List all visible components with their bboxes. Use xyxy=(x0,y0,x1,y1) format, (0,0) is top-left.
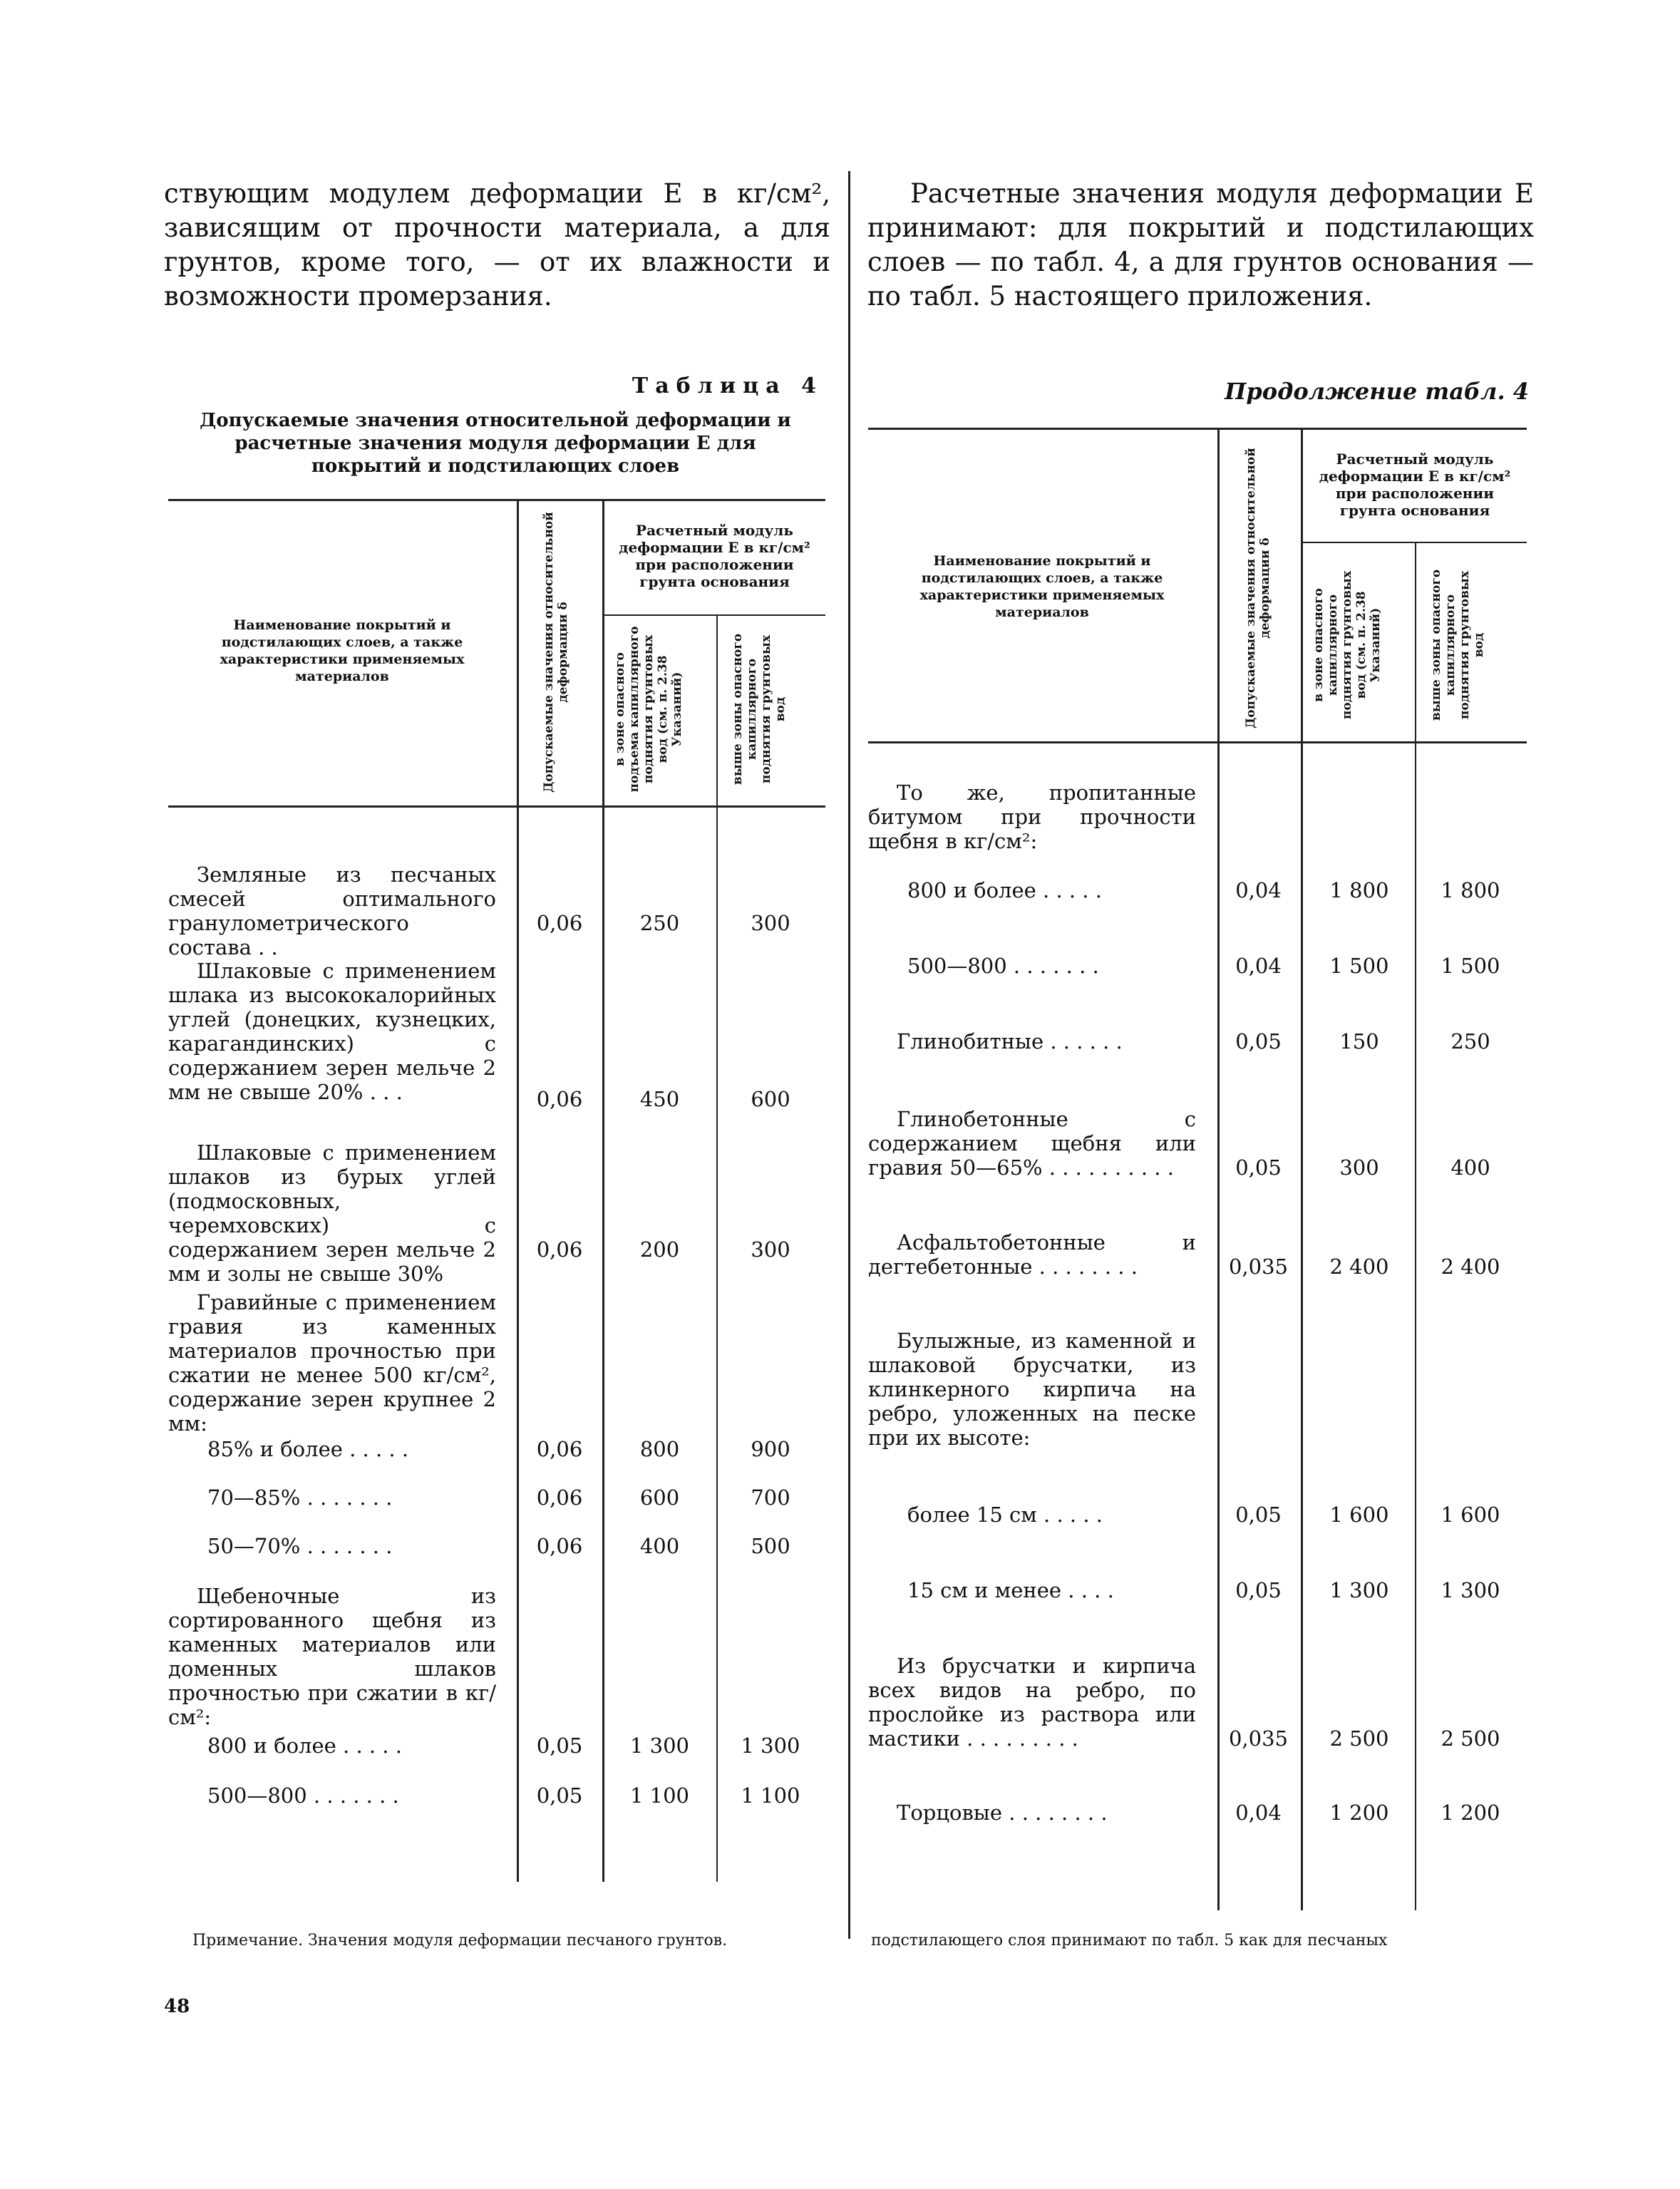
row-e1: 1 600 xyxy=(1329,1503,1389,1527)
row-e1: 600 xyxy=(639,1485,680,1510)
footnote-left: Примечание. Значения модуля деформации песчаного грунтов. xyxy=(192,1932,728,1950)
row-e2: 250 xyxy=(1450,1029,1490,1054)
row-deform: 0,06 xyxy=(536,1087,583,1111)
row-e2: 1 600 xyxy=(1441,1503,1500,1527)
row-e2: 2 500 xyxy=(1441,1726,1500,1751)
table-left-top-rule xyxy=(168,499,825,501)
row-deform: 0,06 xyxy=(536,911,583,935)
row-deform: 0,06 xyxy=(536,1534,583,1558)
row-e2: 1 500 xyxy=(1441,954,1500,978)
row-e1: 1 100 xyxy=(629,1783,690,1808)
intro-paragraph-left: ствующим модулем деформации E в кг/см², зависящим от прочности материала, а для грунтов, кроме того, — от их влажности и возможности промерзания. xyxy=(164,178,830,311)
row-name: Шлаковые с применением шлаков из бурых углей (подмосковных, черемховских) с содержанием зерен мельче 2 мм и золы не свыше 30% xyxy=(168,1140,496,1286)
row-name: 15 см и менее . . . . xyxy=(907,1578,1114,1602)
intro-paragraph-right xyxy=(867,177,1534,314)
continuation-caption: Продолжение табл. 4 xyxy=(1225,378,1529,405)
row-deform: 0,05 xyxy=(1235,1155,1282,1180)
header-zone-above: выше зоны опасного капиллярного поднятия грунтовых вод xyxy=(731,633,788,786)
row-e2: 500 xyxy=(751,1534,790,1558)
table-left-vline-1 xyxy=(517,499,519,1882)
row-deform: 0,04 xyxy=(1235,1801,1282,1825)
row-name: Из брусчатки и кирпича всех видов на ребро, по прослойке из раствора или мастики . . . . . . . . . xyxy=(868,1654,1196,1751)
header-zone-danger: в зоне опасного подъема капиллярного поднятия грунтовых вод (см. п. 2.38 Указаний) xyxy=(613,626,684,793)
row-name: более 15 см . . . . . xyxy=(907,1503,1103,1527)
row-name: Глинобитные . . . . . . xyxy=(897,1029,1123,1054)
row-e2: 300 xyxy=(751,1237,790,1262)
table-caption: Таблица 4 xyxy=(632,374,823,398)
intro-right-text: Расчетные значения модуля деформации E принимают: для покрытий и подстилающих слоев — по табл. 4, а для грунтов основания — по табл. 5 настоящего приложения. xyxy=(867,178,1534,311)
row-name: Булыжные, из каменной и шлаковой брусчатки, из клинкерного кирпича на ребро, уложенных на песке при их высоте: xyxy=(868,1329,1196,1450)
row-e1: 1 300 xyxy=(1329,1578,1389,1602)
header-name-col: Наименование покрытий и подстилающих слоев, а также характеристики применяемых материалов xyxy=(919,553,1165,620)
row-name: Гравийные с применением гравия из каменных материалов прочностью при сжатии не менее 500 кг/см², содержание зерен крупнее 2 мм: xyxy=(168,1290,496,1436)
row-e1: 250 xyxy=(639,911,680,935)
row-e2: 1 100 xyxy=(741,1783,800,1808)
row-deform: 0,05 xyxy=(536,1783,583,1808)
row-deform: 0,035 xyxy=(1228,1726,1289,1751)
table-right-vline-3 xyxy=(1415,542,1416,1910)
row-e2: 1 800 xyxy=(1441,878,1500,902)
table-left-header-rule xyxy=(168,805,825,808)
row-e2: 2 400 xyxy=(1441,1255,1500,1279)
row-deform: 0,06 xyxy=(536,1485,583,1510)
row-name: 50—70% . . . . . . . xyxy=(207,1534,393,1558)
header-zone-danger: в зоне опасного капиллярного поднятия грунтовых вод (см. п. 2.38 Указаний) xyxy=(1311,570,1383,720)
row-e2: 1 300 xyxy=(741,1734,800,1758)
header-modulus-group: Расчетный модуль деформации E в кг/см² при расположении грунта основания xyxy=(619,522,810,590)
row-name: 500—800 . . . . . . . xyxy=(907,954,1099,978)
row-name: То же, пропитанные битумом при прочности щебня в кг/см²: xyxy=(868,781,1196,853)
row-name: 70—85% . . . . . . . xyxy=(207,1485,393,1510)
row-e2: 300 xyxy=(751,911,790,935)
row-deform: 0,06 xyxy=(536,1437,583,1461)
table-right-top-rule xyxy=(868,428,1527,430)
row-e1: 1 500 xyxy=(1329,954,1389,978)
row-e2: 700 xyxy=(751,1485,790,1510)
row-e1: 1 200 xyxy=(1329,1801,1389,1825)
row-deform: 0,05 xyxy=(1235,1029,1282,1054)
row-deform: 0,04 xyxy=(1235,878,1282,902)
row-deform: 0,05 xyxy=(1235,1578,1282,1602)
row-name: 800 и более . . . . . xyxy=(907,878,1102,902)
row-name: Щебеночные из сортированного щебня из каменных материалов или доменных шлаков прочностью при сжатии в кг/см²: xyxy=(168,1584,496,1729)
row-name: Земляные из песчаных смесей оптимального гранулометрического состава . . xyxy=(168,862,496,959)
row-e2: 400 xyxy=(1450,1155,1490,1180)
row-name: 800 и более . . . . . xyxy=(207,1734,402,1758)
table-left-vline-2 xyxy=(602,499,604,1882)
page-number: 48 xyxy=(164,1996,190,2017)
row-e1: 800 xyxy=(639,1437,680,1461)
row-e2: 1 200 xyxy=(1441,1801,1500,1825)
header-deform-col: Допускаемые значения относительной деформации δ xyxy=(542,512,570,793)
row-name: 500—800 . . . . . . . xyxy=(207,1783,399,1808)
header-modulus-group: Расчетный модуль деформации E в кг/см² при расположении грунта основания xyxy=(1319,450,1511,519)
header-zone-above: выше зоны опасного капиллярного поднятия грунтовых вод xyxy=(1429,569,1486,721)
row-e1: 2 500 xyxy=(1329,1726,1389,1751)
row-e2: 1 300 xyxy=(1441,1578,1500,1602)
header-deform-col: Допускаемые значения относительной деформации δ xyxy=(1244,448,1272,728)
row-name: 85% и более . . . . . xyxy=(207,1437,409,1461)
row-e1: 1 300 xyxy=(629,1734,690,1758)
table-title: Допускаемые значения относительной деформации и расчетные значения модуля деформации E для покрытий и подстилающих слоев xyxy=(200,410,791,477)
row-deform: 0,04 xyxy=(1235,954,1282,978)
row-deform: 0,05 xyxy=(536,1734,583,1758)
table-right-header-rule xyxy=(868,741,1527,743)
row-deform: 0,06 xyxy=(536,1237,583,1262)
row-e1: 2 400 xyxy=(1329,1255,1389,1279)
footnote-right: подстилающего слоя принимают по табл. 5 как для песчаных xyxy=(871,1932,1388,1950)
header-name-col: Наименование покрытий и подстилающих слоев, а также характеристики применяемых материалов xyxy=(220,617,465,684)
row-e1: 450 xyxy=(639,1087,680,1111)
row-e1: 150 xyxy=(1339,1029,1379,1054)
row-deform: 0,035 xyxy=(1228,1255,1289,1279)
row-name: Асфальтобетонные и дегтебетонные . . . . . . . . xyxy=(868,1230,1196,1279)
table-left-group-rule xyxy=(604,614,825,616)
row-name: Торцовые . . . . . . . . xyxy=(897,1801,1108,1825)
row-deform: 0,05 xyxy=(1235,1503,1282,1527)
column-divider xyxy=(848,171,850,1939)
row-e2: 600 xyxy=(751,1087,790,1111)
row-e1: 1 800 xyxy=(1329,878,1389,902)
row-e1: 300 xyxy=(1339,1155,1379,1180)
row-e1: 400 xyxy=(639,1534,680,1558)
row-e2: 900 xyxy=(751,1437,790,1461)
row-e1: 200 xyxy=(639,1237,680,1262)
row-name: Шлаковые с применением шлака из высококалорийных углей (донецких, кузнецких, карагандинских) с содержанием зерен мельче 2 мм не свыше 20% . . . xyxy=(168,959,496,1104)
row-name: Глинобетонные с содержанием щебня или гравия 50—65% . . . . . . . . . . xyxy=(868,1107,1196,1180)
